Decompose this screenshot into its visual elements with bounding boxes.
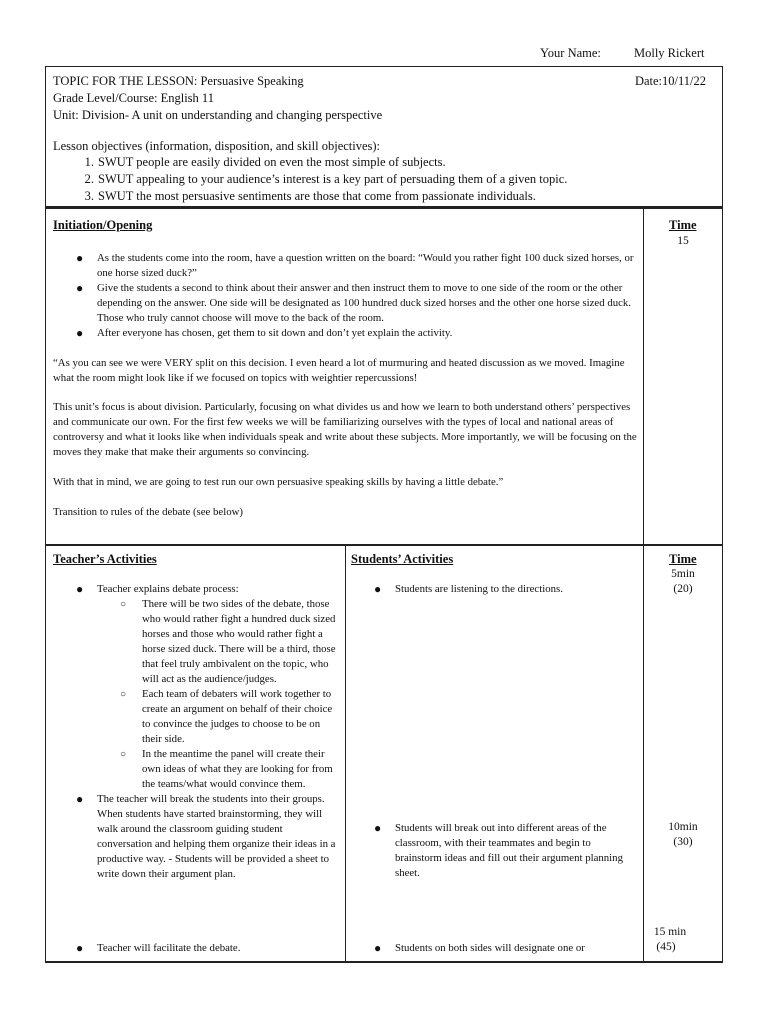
sub-list-item xyxy=(120,597,342,687)
opening-paragraph: With that in mind, we are going to test run our own persuasive speaking skills by having a little debate.” xyxy=(53,476,504,488)
time-value: 10min xyxy=(668,821,698,833)
date: Date:10/11/22 xyxy=(634,74,706,88)
circle-bullet-icon: ○ xyxy=(120,599,127,610)
sub-list-item-text: There will be two sides of the debate, those who would rather fight a hundred duck sized horses and those who would rather fight a horse sized duck. There will be a third, those that feel truly ambivalent on the topic, who will act as the audience/judges. xyxy=(142,598,336,685)
list-item xyxy=(76,251,637,281)
bullet-icon: ● xyxy=(374,941,382,955)
name-value: Molly Rickert xyxy=(634,46,705,60)
time-cumulative: (20) xyxy=(673,583,693,595)
objective-item xyxy=(84,189,536,204)
sub-list-item-text: In the meantime the panel will create their own ideas of what they are looking for from the teams/what would convince them. xyxy=(142,748,333,790)
list-item-text: Teacher will facilitate the debate. xyxy=(97,942,241,954)
list-item xyxy=(374,582,635,597)
time-cumulative: (45) xyxy=(656,941,676,953)
opening-paragraph: This unit’s focus is about division. Particularly, focusing on what divides us and how we learn to both understand others’ perspectives and communicate our own. For the first few weeks we will be familiarizing ourselves with the types of local and national areas of controversy and what it looks like when individuals speak and write about these subjects. More importantly, we will be focusing on the moves they make that make their arguments so convincing. xyxy=(53,401,637,458)
time-cumulative: (30) xyxy=(673,836,693,848)
time-value: 5min xyxy=(671,568,695,580)
objective-item xyxy=(84,172,568,187)
lesson-header xyxy=(45,66,723,208)
list-item-text: Students on both sides will designate one or xyxy=(395,942,585,954)
circle-bullet-icon: ○ xyxy=(120,689,127,700)
unit-line: Unit: Division- A unit on understanding and changing perspective xyxy=(53,108,383,122)
list-item xyxy=(76,281,637,326)
list-item xyxy=(76,941,339,956)
time-value: 15 min xyxy=(653,926,687,938)
list-item-text: After everyone has chosen, get them to sit down and don’t yet explain the activity. xyxy=(97,327,453,339)
teacher-bullets-continued xyxy=(76,941,339,956)
grade-line: Grade Level/Course: English 11 xyxy=(53,91,214,105)
student-bullets-2 xyxy=(374,821,635,881)
name-line xyxy=(540,46,705,61)
sub-list-item-text: Each team of debaters will work together to create an argument on behalf of their choice to convince the judges to choose to be on their side. xyxy=(142,688,333,745)
topic-line: TOPIC FOR THE LESSON: Persuasive Speaking xyxy=(53,74,304,88)
objective-text: SWUT appealing to your audience’s interest is a key part of persuading them of a given topic. xyxy=(98,172,568,186)
time-column-divider xyxy=(643,546,644,961)
list-item xyxy=(374,821,635,881)
bullet-icon: ● xyxy=(76,326,84,340)
time-column-divider xyxy=(643,209,644,544)
debate-rules-list xyxy=(120,597,342,792)
opening-title: Initiation/Opening xyxy=(53,218,153,232)
bullet-icon: ● xyxy=(76,582,84,596)
activities-section xyxy=(45,545,723,963)
objective-text: SWUT people are easily divided on even the most simple of subjects. xyxy=(98,155,446,169)
student-bullets-3 xyxy=(374,941,635,956)
list-item-text: The teacher will break the students into their groups. When students have started brainstorming, they will walk around the classroom guiding student conversation and helping them organize their ideas in a productive way. - Students will be provided a sheet to write down their argument plan. xyxy=(97,793,336,880)
column-divider xyxy=(345,546,346,961)
list-item xyxy=(76,792,339,882)
bullet-icon: ● xyxy=(76,281,84,295)
list-item-text: Teacher explains debate process: xyxy=(97,583,239,595)
opening-paragraph: Transition to rules of the debate (see below) xyxy=(53,506,243,518)
list-item-text: Give the students a second to think about their answer and then instruct them to move to one side of the room or the other depending on the answer. One side will be designated as 100 hundred duck sized horses and the other one horse sized duck. Those who truly cannot choose will move to the back of the room. xyxy=(97,282,632,324)
activities-time-label: Time xyxy=(669,552,697,566)
bullet-icon: ● xyxy=(374,821,382,835)
bullet-icon: ● xyxy=(76,941,84,955)
opening-time-value: 15 xyxy=(677,235,689,247)
objective-number: 2. xyxy=(84,172,94,186)
student-activities-title: Students’ Activities xyxy=(351,552,454,566)
objective-number: 3. xyxy=(84,189,94,203)
name-label: Your Name: xyxy=(540,46,601,60)
teacher-activities-title: Teacher’s Activities xyxy=(53,552,157,566)
objectives-intro: Lesson objectives (information, disposition, and skill objectives): xyxy=(53,139,381,153)
list-item-text: Students are listening to the directions. xyxy=(395,583,563,595)
list-item-text: As the students come into the room, have a question written on the board: “Would you rather fight 100 duck sized horses, or one horse sized duck?” xyxy=(97,252,634,279)
objective-text: SWUT the most persuasive sentiments are those that come from passionate individuals. xyxy=(98,189,536,203)
opening-time-label: Time xyxy=(669,218,697,232)
opening-paragraph: “As you can see we were VERY split on this decision. I even heard a lot of murmuring and heated discussion as we moved. Imagine what the room might look like if we focused on topics with weightier repercussions! xyxy=(53,357,625,384)
list-item-text: Students will break out into different areas of the classroom, with their teammates and begin to brainstorm ideas and fill out their argument planning sheet. xyxy=(395,822,623,879)
list-item xyxy=(76,582,339,792)
objective-item xyxy=(84,155,446,170)
teacher-bullets xyxy=(76,582,339,882)
objective-number: 1. xyxy=(84,155,94,169)
student-bullets xyxy=(374,582,635,597)
opening-section xyxy=(45,208,723,545)
sub-list-item xyxy=(120,687,342,747)
list-item xyxy=(374,941,635,956)
list-item xyxy=(76,326,637,341)
opening-bullets xyxy=(76,251,637,341)
bullet-icon: ● xyxy=(76,792,84,806)
sub-list-item xyxy=(120,747,342,792)
bullet-icon: ● xyxy=(374,582,382,596)
circle-bullet-icon: ○ xyxy=(120,749,127,760)
bullet-icon: ● xyxy=(76,251,84,265)
